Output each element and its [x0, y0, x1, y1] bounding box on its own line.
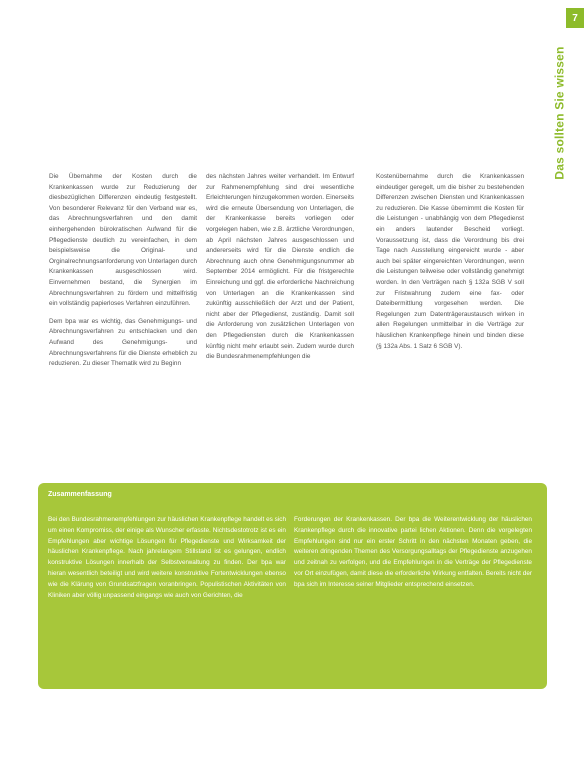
text-column-1 [49, 172, 197, 377]
paragraph: Die Übernahme der Kosten durch die Krankenkassen wurde zur Reduzierung der diesbezüglichen Differenzen eindeutig festgestellt. Von besonderer Relevanz für den Verband war es, das Abrechnungsverfahren und den damit einhergehenden bürokratischen Aufwand für die Pflegedienste deutlich zu vereinfachen, in dem beispielsweise die Original- und Orginalrechnungsanforderung von Unterlagen durch Krankenkassen ausgeschlossen wird. Einvernehmen bestand, die Synergien im Abrechnungsverfahren zu fördern und mittelfristig ein vollständig papierloses Verfahren einzuführen. [49, 173, 197, 308]
text-column-2 [206, 172, 354, 370]
section-side-label [538, 45, 582, 180]
paragraph: des nächsten Jahres weiter verhandelt. Im Entwurf zur Rahmenempfehlung sind drei wesentliche Erleichterungen hinzugekommen worden. Einerseits wird die erneute Übersendung von Unterlagen, die der Krankenkasse bereits vorliegen oder vorgelegen haben, wie z.B. ärztliche Verordnungen, ab April nächsten Jahres ausgeschlossen und andererseits wird für die Dienste endlich die Abrechnung auch ohne Genehmigungsnummer ab September 2014 ermöglicht. Für die fristgerechte Einreichung und ggf. die erforderliche Nachreichung von Unterlagen an die Krankenkassen sind zukünftig ausschließlich der Arzt und der Patient, nicht aber der Pflegedienst, zuständig. Damit soll die Anforderung von zusätzlichen Unterlagen von den Pflegediensten durch die Krankenkassen künftig nicht mehr erlaubt sein. Zudem wurde durch die Bundesrahmenempfehlungen die [206, 173, 354, 361]
paragraph: Dem bpa war es wichtig, das Genehmigungs- und Abrechnungsverfahren zu entschlacken und den Aufwand des Genehmigungs- und Abrechnungsverfahrens für die Dienste erheblich zu reduzieren. Zu dieser Thematik wird zu Beginn [49, 317, 197, 368]
summary-box [38, 483, 547, 689]
page-number: 7 [566, 8, 584, 28]
paragraph: Kostenübernahme durch die Krankenkassen eindeutiger geregelt, um die bisher zu bestehenden Differenzen zwischen Diensten und Krankenkassen zu reduzieren. Die Kasse übernimmt die Kosten für die Leistungen - unabhängig von dem Pflegedienst ein anders lautender Bescheid vorliegt. Voraussetzung ist, dass die Verordnung bis drei Tage nach Ausstellung eingereicht wurde - aber auch bei später eingereichten Verordnungen, wenn die Leistungen teilweise oder vollständig genehmigt worden. In den Verträgen nach § 132a SGB V soll zur Fristwahrung zudem eine fax- oder Dateibermittlung vorgesehen werden. Die Regelungen zum Datenträgeraustausch wirken in allen Regelungen unmittelbar in die Verträge zur häuslichen Krankenpflege hinein und binden diese (§ 132a Abs. 1 Satz 6 SGB V). [376, 173, 524, 350]
side-label-text: Das sollten Sie wissen [553, 45, 567, 180]
text-column-3 [376, 172, 524, 359]
summary-box-column-1: Bei den Bundesrahmenempfehlungen zur häuslichen Krankenpflege handelt es sich um einen Kompromiss, der einige als Wunscher erfasste. Nichtsdestotrotz ist es ein Empfehlungen aber wichtige Lösungen für Pflegedienste und Wirksamkeit der häuslichen Krankenpflege. Nach jahrelangem Stillstand ist es gelungen, endlich konstruktive Lösungen innerhalb der Selbstverwaltung zu finden. Der bpa war hieran wesentlich beteiligt und wird weitere konstruktive Fortentwicklungen ebenso wie die Klärung von Grundsatzfragen voranbringen. Populistischen Aktivitäten von Kliniken aber völlig unpassend eingangs wie auch von Gerichten, die [48, 516, 286, 599]
summary-box-title: Zusammenfassung [48, 491, 112, 498]
summary-box-column-2: Forderungen der Krankenkassen. Der bpa die Weiterentwicklung der häuslichen Krankenpflege durch die innovative partei lichen Aktionen. Denn die vorgelegten Empfehlungen sind nur ein erster Schritt in den nächsten Monaten geben, die weiteren dringenden Themen des Versorgungsalltags der Pflegedienste anzugehen und zeitnah zu verfolgen, und die Empfehlungen in die Verträge der Pflegedienste vor Ort einzufügen, damit diese die erforderliche Wirkung entfalten. Bereits nicht der bpa sich im Interesse seiner Mitglieder entsprechend einsetzen. [294, 516, 532, 588]
